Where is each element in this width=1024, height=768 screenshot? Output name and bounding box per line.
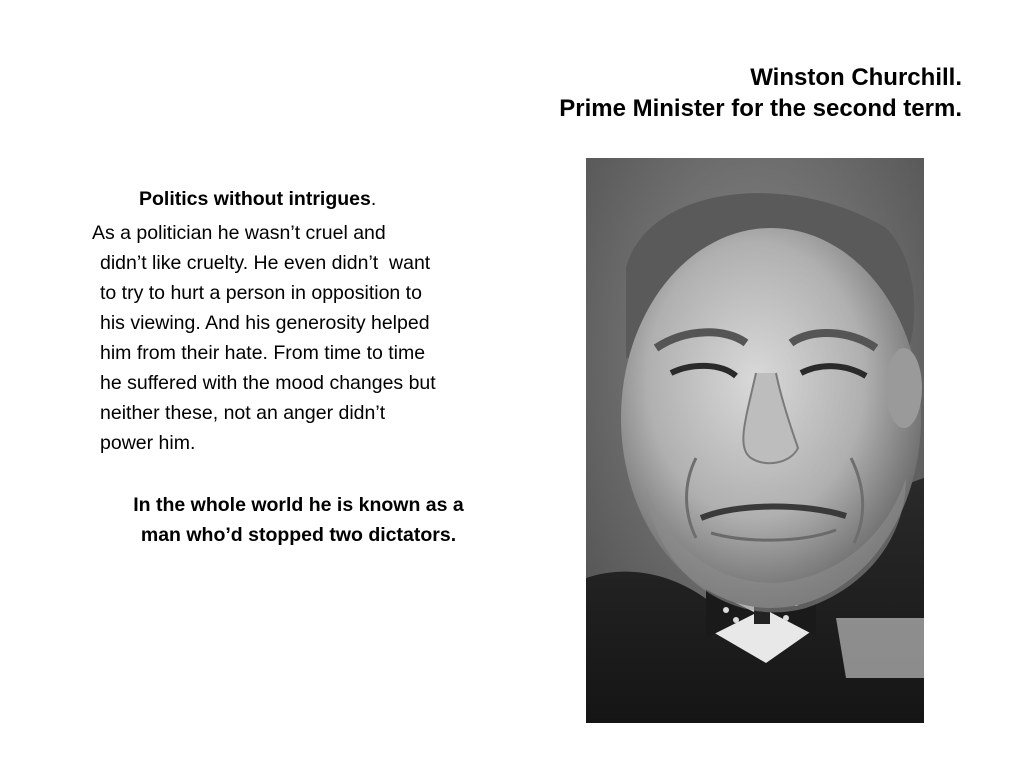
section-heading-text: Politics without intrigues [139,188,371,210]
known-line: In the whole world he is known as a [133,494,464,516]
section-heading [86,184,506,214]
known-line: man who’d stopped two dictators. [140,524,457,546]
paragraph-line: him from their hate. From time to time [100,342,426,364]
known-statement [86,490,511,550]
section-heading-period: . [370,188,377,210]
paragraph-line: he suffered with the mood changes but [100,372,436,394]
title-line-role: Prime Minister for the second term. [559,95,962,122]
paragraph-line: As a politician he wasn’t cruel and [92,222,386,244]
paragraph-line: to try to hurt a person in opposition to [100,282,422,304]
paragraph-line: neither these, not an anger didn’t [100,402,386,424]
body-paragraph [86,218,506,458]
title-line-name: Winston Churchill. [750,64,962,91]
paragraph-line: his viewing. And his generosity helped [100,312,430,334]
paragraph-line: power him. [100,432,196,454]
paragraph-line: didn’t like cruelty. He even didn’t want [100,252,431,274]
portrait-illustration [586,158,924,723]
text-column [86,184,506,550]
slide-title [262,62,962,124]
portrait-photo [586,158,924,723]
